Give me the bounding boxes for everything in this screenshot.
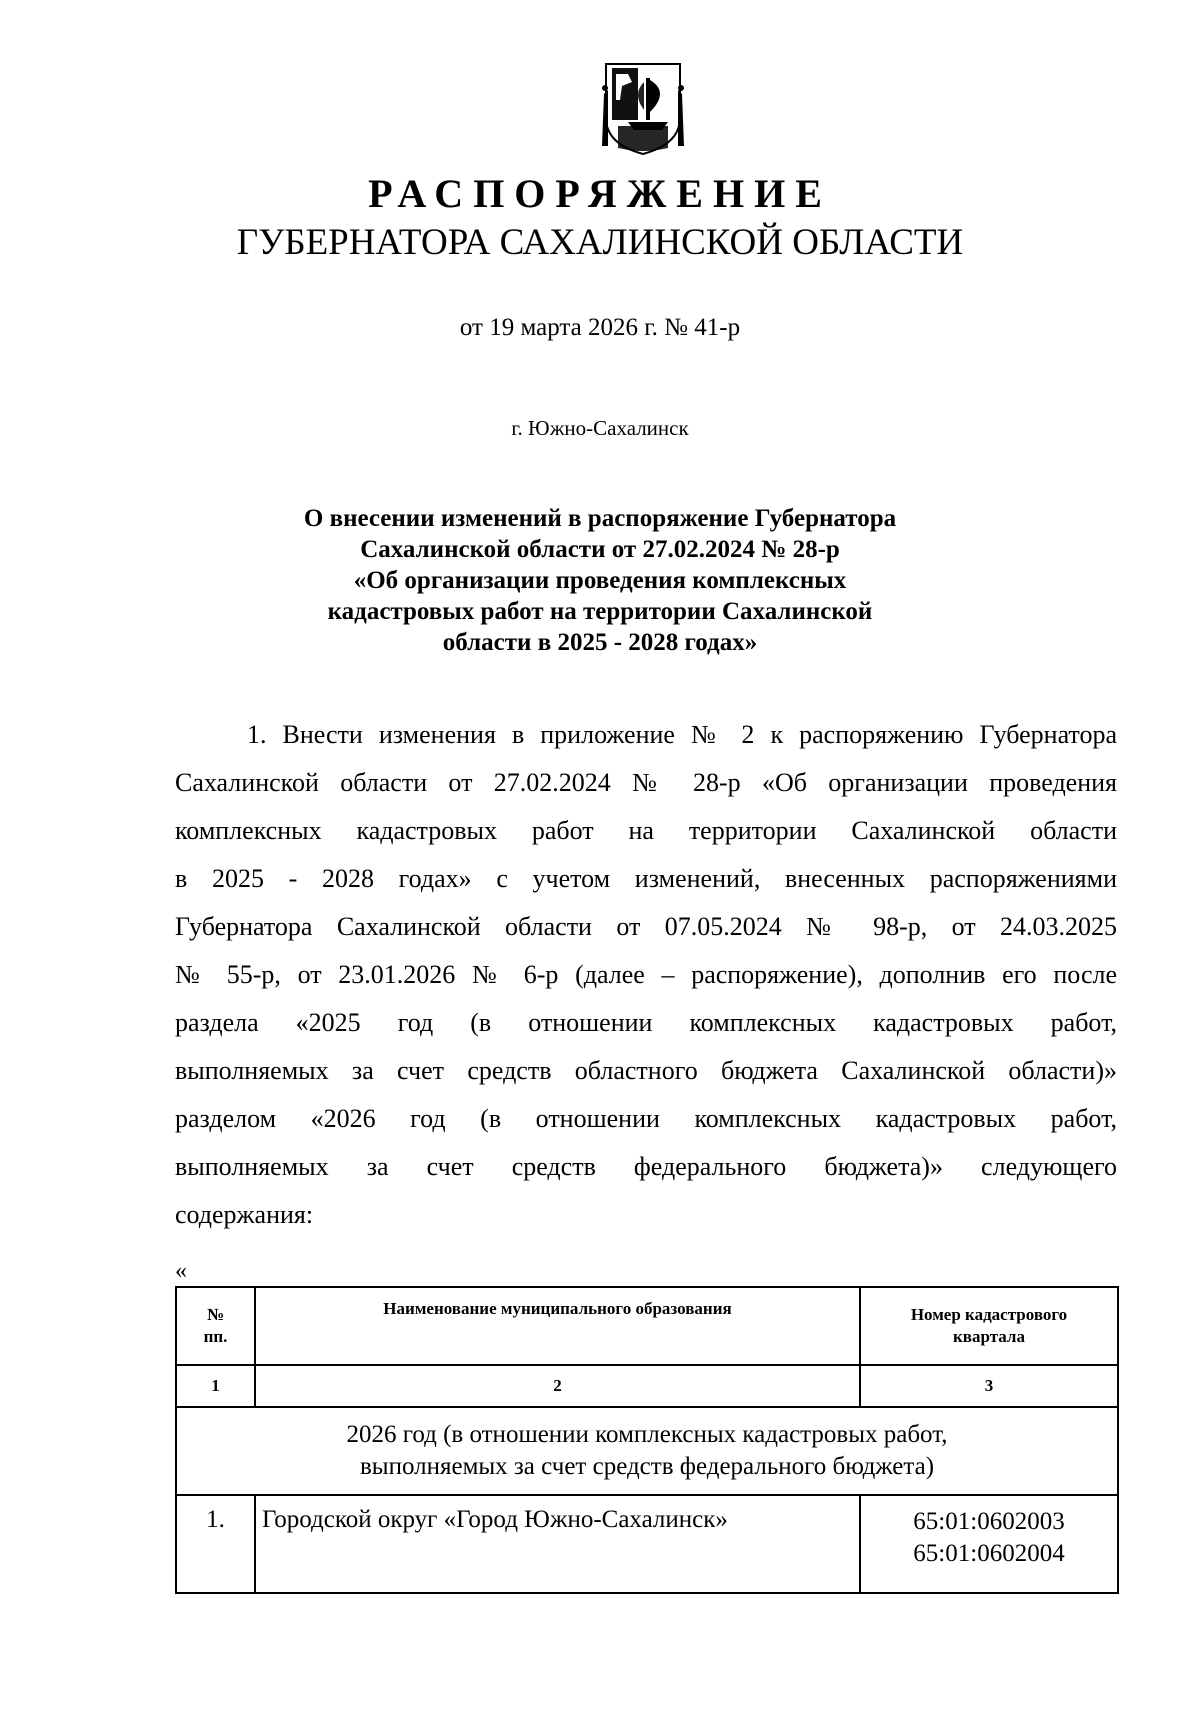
title-line: кадастровых работ на территории Сахалинской bbox=[327, 598, 873, 625]
body-line: раздела «2025 год (в отношении комплексных кадастровых работ, bbox=[175, 1008, 1117, 1037]
title-line: «Об организации проведения комплексных bbox=[353, 567, 847, 594]
title-line: области в 2025 - 2028 годах» bbox=[442, 629, 758, 656]
body-line: содержания: bbox=[175, 1200, 314, 1229]
body-line: Сахалинской области от 27.02.2024 № 28-р «Об организации проведения bbox=[175, 768, 1117, 797]
cadastral-quarters: 65:01:0602003 65:01:0602004 bbox=[860, 1495, 1118, 1593]
cadastral-table bbox=[175, 1286, 1119, 1594]
row-number: 1. bbox=[176, 1495, 255, 1593]
table-row bbox=[176, 1495, 1118, 1593]
coat-of-arms-icon bbox=[598, 60, 688, 156]
table-section-row bbox=[176, 1407, 1118, 1495]
document-title bbox=[250, 503, 950, 658]
body-line: комплексных кадастровых работ на территории Сахалинской области bbox=[175, 816, 1117, 845]
opening-quote: « bbox=[175, 1258, 187, 1284]
column-number: 1 bbox=[176, 1365, 255, 1407]
body-paragraph bbox=[175, 711, 1117, 1239]
body-line: разделом «2026 год (в отношении комплексных кадастровых работ, bbox=[175, 1104, 1117, 1133]
header-municipality: Наименование муниципального образования bbox=[255, 1287, 860, 1365]
body-line: 1. Внести изменения в приложение № 2 к распоряжению Губернатора bbox=[247, 720, 1117, 749]
table-header-row bbox=[176, 1287, 1118, 1365]
title-line: Сахалинской области от 27.02.2024 № 28-р bbox=[360, 536, 840, 563]
title-line: О внесении изменений в распоряжение Губернатора bbox=[303, 505, 897, 532]
municipality-name: Городской округ «Город Южно-Сахалинск» bbox=[255, 1495, 860, 1593]
body-line: выполняемых за счет средств федерального бюджета)» следующего bbox=[175, 1152, 1117, 1181]
column-number: 2 bbox=[255, 1365, 860, 1407]
city-name: г. Южно-Сахалинск bbox=[511, 416, 689, 440]
document-type: РАСПОРЯЖЕНИЕ bbox=[368, 171, 832, 216]
date-and-number: от 19 марта 2026 г. № 41-р bbox=[459, 314, 741, 341]
header-cadastral-quarter: Номер кадастрового квартала bbox=[860, 1287, 1118, 1365]
body-line: Губернатора Сахалинской области от 07.05.2024 № 98-р, от 24.03.2025 bbox=[175, 912, 1117, 941]
body-line: выполняемых за счет средств областного бюджета Сахалинской области)» bbox=[175, 1056, 1117, 1085]
body-line: в 2025 - 2028 годах» с учетом изменений, внесенных распоряжениями bbox=[175, 864, 1117, 893]
table-number-row bbox=[176, 1365, 1118, 1407]
section-heading: 2026 год (в отношении комплексных кадастровых работ, выполняемых за счет средств федерального бюджета) bbox=[176, 1407, 1118, 1495]
column-number: 3 bbox=[860, 1365, 1118, 1407]
body-line: № 55-р, от 23.01.2026 № 6-р (далее – распоряжение), дополнив его после bbox=[175, 960, 1117, 989]
issuer-title: ГУБЕРНАТОРА САХАЛИНСКОЙ ОБЛАСТИ bbox=[236, 222, 964, 263]
header-number: № пп. bbox=[176, 1287, 255, 1365]
